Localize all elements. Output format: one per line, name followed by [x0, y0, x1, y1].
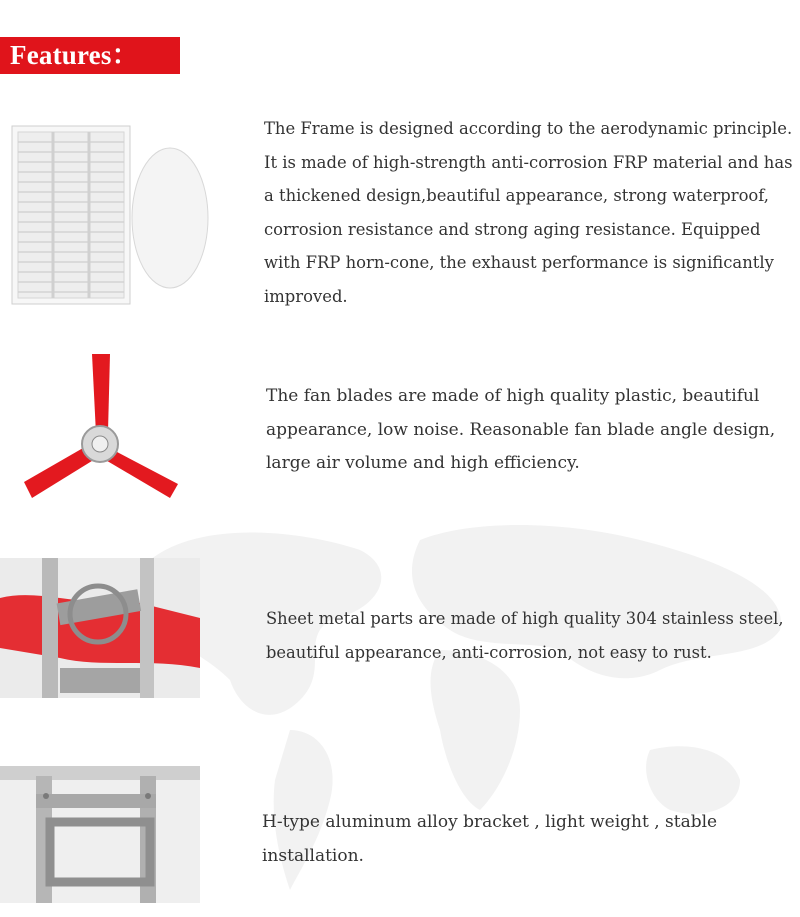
fan-frame-photo: [10, 118, 210, 308]
bracket-feature-text: H-type aluminum alloy bracket , light weight , stable installation.: [262, 812, 718, 866]
features-title: Features: [10, 40, 112, 70]
aluminum-bracket-photo: [0, 766, 200, 903]
frame-feature-text: The Frame is designed according to the aerodynamic principle. It is made of high-strength anti-corrosion FRP material and has a thickened design,beautiful appearance, strong waterproof, corrosion resistance and strong aging resistance. Equipped with FRP horn-cone, the exhaust performance is significantly improved.: [264, 119, 793, 306]
fan-blades-photo: [20, 352, 185, 502]
features-colon: ：: [111, 40, 139, 70]
sheet-metal-photo: [0, 558, 200, 698]
blades-feature-text: The fan blades are made of high quality plastic, beautiful appearance, low noise. Reasonable fan blade angle design, large air volume and high efficiency.: [266, 386, 776, 473]
features-heading-badge: [0, 37, 180, 74]
sheet-metal-feature-text: Sheet metal parts are made of high quality 304 stainless steel, beautiful appearance, anti-corrosion, not easy to rust.: [266, 609, 784, 662]
